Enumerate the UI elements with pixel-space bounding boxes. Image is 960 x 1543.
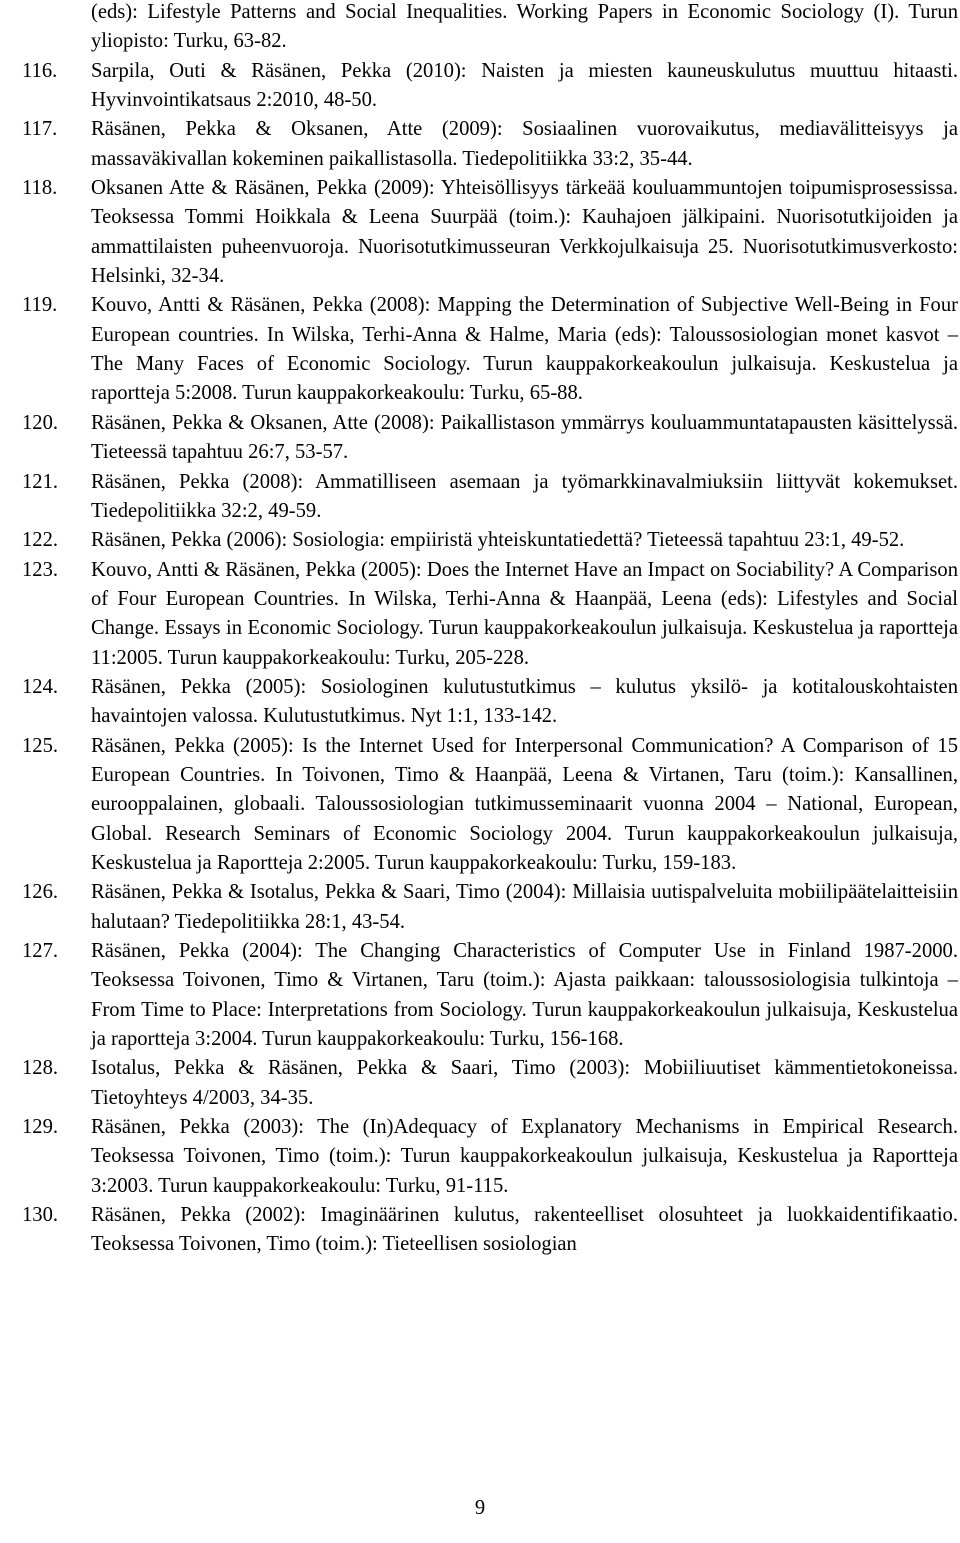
reference-number: 130. xyxy=(22,1204,59,1227)
reference-text: Räsänen, Pekka & Oksanen, Atte (2009): Sosiaalinen vuorovaikutus, mediavälitteisyys ja massaväkivallan kokeminen paikallistasolla. Tiedepolitiikka 33:2, 35-44. xyxy=(91,118,958,170)
reference-number: 126. xyxy=(22,881,59,904)
reference-number: 127. xyxy=(22,940,59,962)
reference-item xyxy=(22,174,958,291)
reference-item xyxy=(22,468,958,527)
reference-text: Räsänen, Pekka (2006): Sosiologia: empiiristä yhteiskuntatiedettä? Tieteessä tapahtuu 23:1, 49-52. xyxy=(91,529,905,552)
reference-number: 117. xyxy=(22,118,58,141)
reference-item xyxy=(22,556,958,673)
reference-item xyxy=(22,291,958,408)
reference-item xyxy=(22,732,958,879)
reference-text: Räsänen, Pekka (2005): Sosiologinen kulutustutkimus – kulutus yksilö- ja kotitalouskohtaisten havaintojen valossa. Kulutustutkimus. Nyt 1:1, 133-142. xyxy=(91,675,958,728)
reference-number: 129. xyxy=(22,1116,59,1139)
reference-list xyxy=(22,0,958,1260)
reference-item xyxy=(22,115,958,174)
reference-number: 119. xyxy=(22,294,58,317)
reference-text: Sarpila, Outi & Räsänen, Pekka (2010): Naisten ja miesten kauneuskulutus muuttuu hitaasti. Hyvinvointikatsaus 2:2010, 48-50. xyxy=(91,59,958,112)
reference-text: Räsänen, Pekka (2003): The (In)Adequacy of Explanatory Mechanisms in Empirical Research. Teoksessa Toivonen, Timo (toim.): Turun kauppakorkeakoulun julkaisuja, Keskustelua ja Raportteja 3:2003. Turun kauppakorkeakoulu: Turku, 91-115. xyxy=(91,1116,958,1197)
reference-item xyxy=(22,526,958,555)
reference-number: 124. xyxy=(22,675,59,698)
reference-item xyxy=(22,1054,958,1113)
reference-number: 121. xyxy=(22,470,59,493)
reference-text: Räsänen, Pekka (2008): Ammatilliseen asemaan ja työmarkkinavalmiuksiin liittyvät kokemukset. Tiedepolitiikka 32:2, 49-59. xyxy=(91,470,958,522)
reference-number: 123. xyxy=(22,558,59,581)
reference-item xyxy=(22,1113,958,1201)
reference-text: Räsänen, Pekka (2004): The Changing Characteristics of Computer Use in Finland 1987-2000. Teoksessa Toivonen, Timo & Virtanen, Taru (toim.): Ajasta paikkaan: taloussosiologisia tulkintoja – From Time to Place: Interpretations from Sociology. Turun kauppakorkeakoulun julkaisuja, Keskustelua ja raportteja 3:2004. Turun kauppakorkeakoulu: Turku, 156-168. xyxy=(91,940,958,1051)
reference-text: Räsänen, Pekka & Oksanen, Atte (2008): Paikallistason ymmärrys kouluammuntatapausten käsittelyssä. Tieteessä tapahtuu 26:7, 53-57. xyxy=(91,411,958,464)
reference-item xyxy=(22,673,958,732)
reference-text: Räsänen, Pekka (2005): Is the Internet Used for Interpersonal Communication? A Comparison of 15 European Countries. In Toivonen, Timo & Haanpää, Leena & Virtanen, Taru (toim.): Kansallinen, eurooppalainen, globaali. Taloussosiologian tutkimusseminaarit vuonna 2004 – National, European, Global. Research Seminars of Economic Sociology 2004. Turun kauppakorkeakoulun julkaisuja, Keskustelua ja Raportteja 2:2005. Turun kauppakorkeakoulu: Turku, 159-183. xyxy=(91,734,958,874)
reference-item xyxy=(22,0,958,57)
reference-number: 125. xyxy=(22,734,59,757)
page-number: 9 xyxy=(474,1497,486,1519)
reference-number xyxy=(22,0,91,57)
reference-text: Räsänen, Pekka (2002): Imaginäärinen kulutus, rakenteelliset olosuhteet ja luokkaidentifikaatio. Teoksessa Toivonen, Timo (toim.): Tieteellisen sosiologian xyxy=(91,1204,958,1256)
reference-text: (eds): Lifestyle Patterns and Social Inequalities. Working Papers in Economic Sociology (I). Turun yliopisto: Turku, 63-82. xyxy=(91,1,958,53)
reference-item xyxy=(22,57,958,116)
reference-number: 122. xyxy=(22,529,59,552)
reference-text: Kouvo, Antti & Räsänen, Pekka (2005): Does the Internet Have an Impact on Sociability? A Comparison of Four European Countries. In Wilska, Terhi-Anna & Haanpää, Leena (eds): Lifestyles and Social Change. Essays in Economic Sociology. Turun kauppakorkeakoulun julkaisuja. Keskustelua ja raportteja 11:2005. Turun kauppakorkeakoulu: Turku, 205-228. xyxy=(91,558,958,669)
reference-text: Kouvo, Antti & Räsänen, Pekka (2008): Mapping the Determination of Subjective Well-Being in Four European countries. In Wilska, Terhi-Anna & Halme, Maria (eds): Taloussosiologian monet kasvot – The Many Faces of Economic Sociology. Turun kauppakorkeakoulun julkaisuja. Keskustelua ja raportteja 5:2008. Turun kauppakorkeakoulu: Turku, 65-88. xyxy=(91,294,958,405)
reference-text: Isotalus, Pekka & Räsänen, Pekka & Saari, Timo (2003): Mobiiliuutiset kämmentietokoneissa. Tietoyhteys 4/2003, 34-35. xyxy=(91,1057,958,1109)
reference-item xyxy=(22,937,958,1054)
reference-text: Räsänen, Pekka & Isotalus, Pekka & Saari, Timo (2004): Millaisia uutispalveluita mobiilipäätelaitteisiin halutaan? Tiedepolitiikka 28:1, 43-54. xyxy=(91,881,958,933)
reference-number: 128. xyxy=(22,1057,59,1080)
reference-number: 118. xyxy=(22,177,58,200)
reference-number: 120. xyxy=(22,411,59,434)
reference-item xyxy=(22,409,958,468)
reference-item xyxy=(22,878,958,937)
reference-item xyxy=(22,1201,958,1260)
reference-number: 116. xyxy=(22,59,58,82)
reference-text: Oksanen Atte & Räsänen, Pekka (2009): Yhteisöllisyys tärkeää kouluammuntojen toipumisprosessissa. Teoksessa Tommi Hoikkala & Leena Suurpää (toim.): Kauhajoen jälkipaini. Nuorisotutkijoiden ja ammattilaisten puheenvuoroja. Nuorisotutkimusseuran Verkkojulkaisuja 25. Nuorisotutkimusverkosto: Helsinki, 32-34. xyxy=(91,177,958,288)
